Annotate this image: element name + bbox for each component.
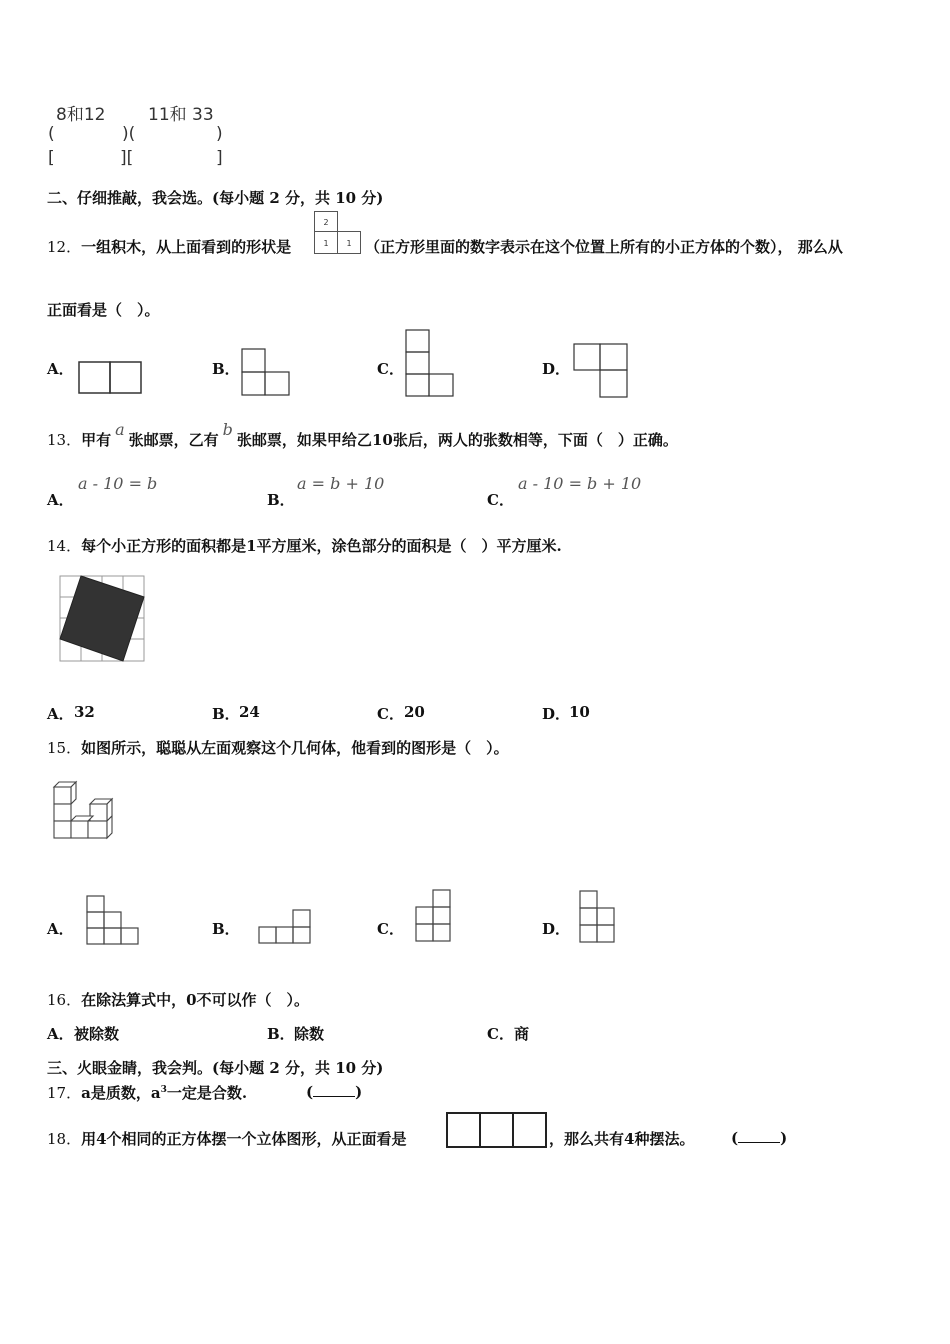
q14-option-a-label[interactable]: A． xyxy=(47,705,74,723)
q18-paren-open: ( xyxy=(731,1129,739,1147)
q15-option-c-figure xyxy=(415,889,453,945)
q18-text-2: 个相同的正方体摆一个立体图形，从正面看是 xyxy=(106,1130,407,1148)
q13-var-a: a xyxy=(115,420,125,439)
q14-option-d-value: 10 xyxy=(569,703,590,721)
q16-text-1: 在除法算式中， xyxy=(81,991,187,1009)
q16-option-c-label[interactable]: C． xyxy=(487,1025,514,1043)
q18-paren-close: ) xyxy=(780,1129,788,1147)
q14-option-b-value: 24 xyxy=(239,703,260,721)
q15-option-b-figure xyxy=(258,909,312,945)
q12-option-d-figure xyxy=(573,343,629,399)
q17-number: 17． xyxy=(47,1084,82,1102)
bracket-mid: ][ xyxy=(120,148,134,168)
q12-grid-number-bottom-left: 1 xyxy=(323,239,329,248)
q18-blank-line[interactable] xyxy=(738,1128,780,1143)
q13-number: 13． xyxy=(47,431,82,449)
q16-option-a-label[interactable]: A． xyxy=(47,1025,74,1043)
number-pair-2: 11和 33 xyxy=(148,105,214,125)
q13-option-c-label[interactable]: C． xyxy=(487,491,514,509)
q14-text-2: 平方厘米，涂色部分的面积是（ ）平方厘米. xyxy=(256,537,562,555)
bracket-right-close: ] xyxy=(216,148,223,168)
q16-option-b-label[interactable]: B． xyxy=(267,1025,295,1043)
q17-exponent: 3 xyxy=(160,1085,167,1095)
q12-option-b-label[interactable]: B． xyxy=(212,360,240,378)
q16-zero: 0 xyxy=(186,991,197,1009)
q15-text: 如图所示，聪聪从左面观察这个几何体，他看到的图形是（ ）。 xyxy=(81,739,509,757)
q14-option-b-label[interactable]: B． xyxy=(212,705,240,723)
paren-left-open: ( xyxy=(48,124,55,144)
q17-text-2: 一定是合数. xyxy=(166,1084,248,1102)
q15-option-a-label[interactable]: A． xyxy=(47,920,74,938)
q15-option-c-label[interactable]: C． xyxy=(377,920,404,938)
q14-option-c-value: 20 xyxy=(404,703,425,721)
q18-four: 4 xyxy=(96,1130,107,1148)
q14-option-d-label[interactable]: D． xyxy=(542,705,571,723)
q16-option-c-value: 商 xyxy=(514,1025,530,1043)
q15-line xyxy=(47,737,509,758)
q16-option-b-value: 除数 xyxy=(294,1025,325,1043)
q12-option-a-label[interactable]: A． xyxy=(47,360,74,378)
q12-text-c: 正面看是（ ）。 xyxy=(47,301,160,319)
paren-right-close: ) xyxy=(216,124,223,144)
q18-text-4: 种摆法。 xyxy=(634,1130,695,1148)
q17-text-1: 是质数， xyxy=(90,1084,151,1102)
q13-text-1: 甲有 xyxy=(81,431,112,449)
q12-option-c-label[interactable]: C． xyxy=(377,360,404,378)
q14-option-c-label[interactable]: C． xyxy=(377,705,404,723)
q12-option-a-figure xyxy=(78,361,142,395)
q13-option-c-expr: a - 10 = b + 10 xyxy=(518,474,642,493)
q13-option-b-label[interactable]: B． xyxy=(267,491,295,509)
q17-paren-close: ) xyxy=(355,1083,363,1101)
q18-text-3: ，那么共有 xyxy=(549,1130,625,1148)
q12-option-d-label[interactable]: D． xyxy=(542,360,571,378)
q13-var-b: b xyxy=(222,420,233,439)
q13-option-a-label[interactable]: A． xyxy=(47,491,74,509)
q12-number: 12． xyxy=(47,238,82,256)
q12-text-a: 一组积木，从上面看到的形状是 xyxy=(81,238,292,256)
q18-four-2: 4 xyxy=(624,1130,635,1148)
q14-shaded-square xyxy=(60,576,144,661)
q14-one: 1 xyxy=(246,537,257,555)
q15-option-d-label[interactable]: D． xyxy=(542,920,571,938)
number-pair-1: 8和12 xyxy=(56,105,106,125)
q17-var: a xyxy=(81,1084,91,1102)
q15-number: 15． xyxy=(47,739,82,757)
q17-line xyxy=(47,1082,247,1103)
q14-number: 14． xyxy=(47,537,82,555)
q13-option-b-expr: a = b + 10 xyxy=(297,474,385,493)
q12-option-b-figure xyxy=(241,348,291,396)
q15-option-a-figure xyxy=(86,895,140,947)
q17-paren-open: ( xyxy=(306,1083,314,1101)
q17-base: a xyxy=(150,1084,161,1102)
q18-line-b xyxy=(549,1128,694,1149)
q13-text-3: 张邮票，如果甲给乙 xyxy=(236,431,372,449)
q12-line-1 xyxy=(47,236,291,257)
q13-option-a-expr: a - 10 = b xyxy=(78,474,158,493)
q17-blank-line[interactable] xyxy=(313,1082,355,1097)
q14-grid-figure xyxy=(58,574,148,664)
q18-number: 18． xyxy=(47,1130,82,1148)
q12-grid-number-top: 2 xyxy=(323,218,329,227)
q18-text-1: 用 xyxy=(81,1130,97,1148)
q18-answer-blank[interactable] xyxy=(731,1128,787,1147)
bracket-left-open: [ xyxy=(48,148,55,168)
q12-text-b: （正方形里面的数字表示在这个位置上所有的小正方体的个数）， 那么从 xyxy=(365,238,843,256)
q13-line xyxy=(47,420,678,450)
q15-option-b-label[interactable]: B． xyxy=(212,920,240,938)
q13-ten: 10 xyxy=(371,431,393,449)
q13-text-4: 张后，两人的张数相等，下面（ ）正确。 xyxy=(392,431,678,449)
q13-text-2: 张邮票，乙有 xyxy=(128,431,219,449)
q15-option-d-figure xyxy=(579,890,617,946)
paren-mid: )( xyxy=(122,124,136,144)
q16-text-2: 不可以作（ ）。 xyxy=(196,991,310,1009)
q18-line-a xyxy=(47,1128,407,1149)
q12-option-c-figure xyxy=(405,329,455,397)
q14-text-1: 每个小正方形的面积都是 xyxy=(81,537,247,555)
q14-line xyxy=(47,535,562,556)
q17-answer-blank[interactable] xyxy=(306,1082,362,1101)
q18-front-view-figure xyxy=(446,1112,548,1150)
section-2-heading: 二、仔细推敲，我会选。(每小题 2 分，共 10 分) xyxy=(47,189,384,207)
q12-top-view-grid xyxy=(314,211,362,255)
q16-option-a-value: 被除数 xyxy=(74,1025,120,1043)
q12-grid-number-bottom-right: 1 xyxy=(346,239,352,248)
q16-line xyxy=(47,989,309,1010)
q14-option-a-value: 32 xyxy=(74,703,95,721)
q15-solid-figure xyxy=(52,780,122,840)
section-3-heading: 三、火眼金睛，我会判。(每小题 2 分，共 10 分) xyxy=(47,1059,384,1077)
q16-number: 16． xyxy=(47,991,82,1009)
